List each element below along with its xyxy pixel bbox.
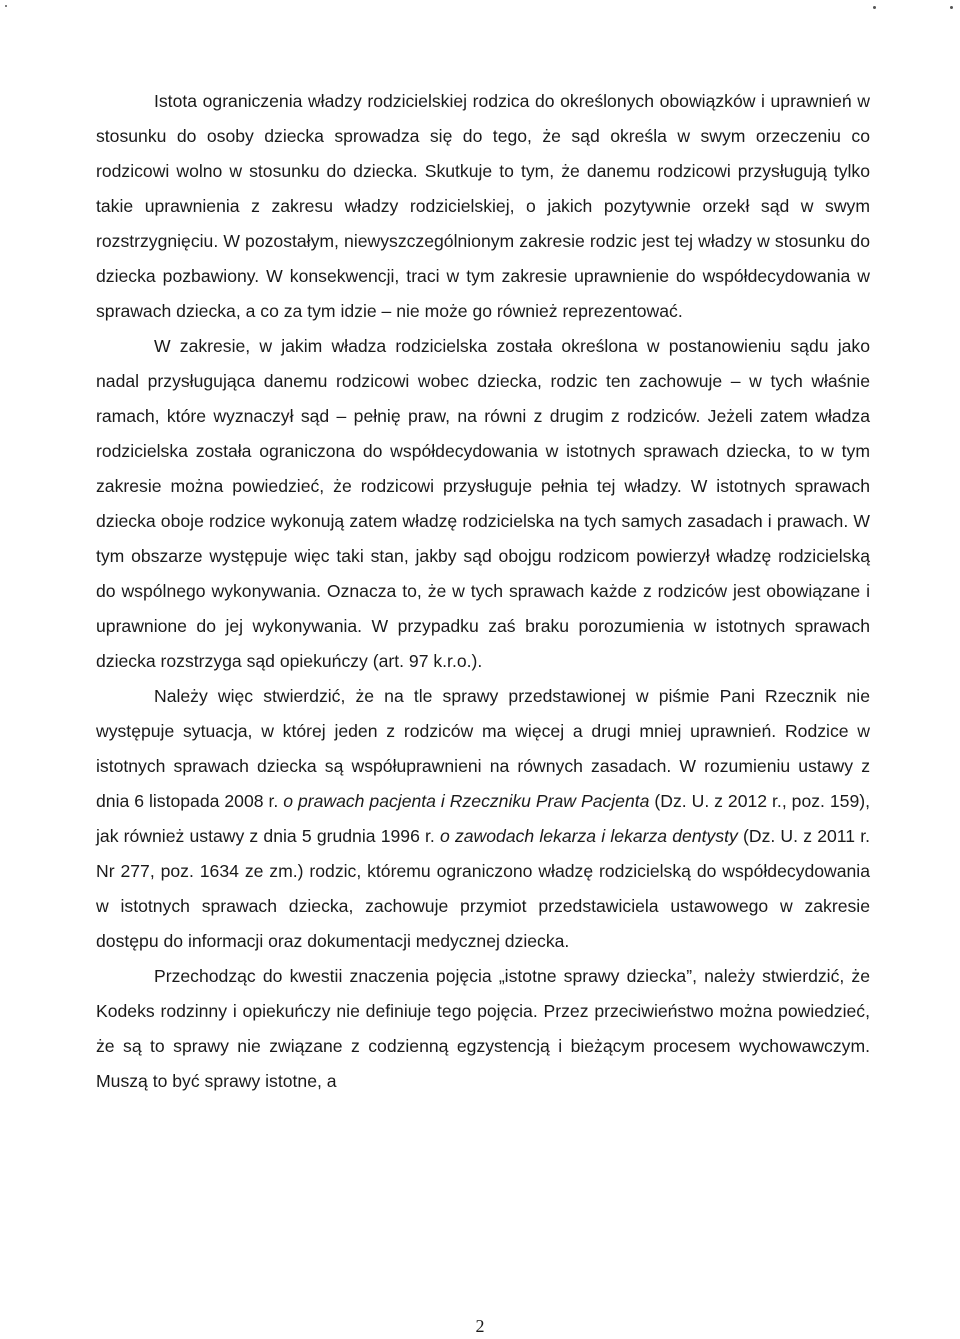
scan-speck <box>873 6 876 9</box>
paragraph-text: (Dz. U. z 2012 r., poz. 159), jak również ustawy z dnia 5 grudnia 1996 r. <box>96 791 870 846</box>
paragraph-text: (Dz. U. z 2011 r. Nr 277, poz. 1634 ze zm.) rodzic, któremu ograniczono władzę rodzicielską do współdecydowania w istotnych sprawach dziecka, zachowuje przymiot przedstawiciela ustawowego w zakresie dostępu do informacji oraz dokumentacji medycznej dziecka. <box>96 826 870 951</box>
paragraph <box>96 84 870 329</box>
paragraph <box>96 329 870 679</box>
paragraph <box>96 679 870 959</box>
paragraph <box>96 959 870 1099</box>
paragraph-text: W zakresie, w jakim władza rodzicielska została określona w postanowieniu sądu jako nadal przysługująca danemu rodzicowi wobec dziecka, rodzic ten zachowuje – w tych właśnie ramach, które wyznaczył sąd – pełnię praw, na równi z drugim z rodziców. Jeżeli zatem władza rodzicielska została ograniczona do współdecydowania w istotnych sprawach dziecka, to w tym zakresie można powiedzieć, że rodzicowi przysługuje pełnia tej władzy. W istotnych sprawach dziecka oboje rodzice wykonują zatem władzę rodzicielska na tych samych zasadach i prawach. W tym obszarze występuje więc taki stan, jakby sąd obojgu rodzicom powierzył władzę rodzicielską do wspólnego wykonywania. Oznacza to, że w tych sprawach każde z rodziców jest obowiązane i uprawnione do jej wykonywania. W przypadku zaś braku porozumienia w istotnych sprawach dziecka rozstrzyga sąd opiekuńczy (art. 97 k.r.o.). <box>96 336 870 671</box>
paragraph-text: Należy więc stwierdzić, że na tle sprawy przedstawionej w piśmie Pani Rzecznik nie występuje sytuacja, w której jeden z rodziców ma więcej a drugi mniej uprawnień. Rodzice w istotnych sprawach dziecka są współuprawnieni na równych zasadach. W rozumieniu ustawy z dnia 6 listopada 2008 r. <box>96 686 870 811</box>
paragraph-text: Przechodząc do kwestii znaczenia pojęcia „istotne sprawy dziecka”, należy stwierdzić, że Kodeks rodzinny i opiekuńczy nie definiuje tego pojęcia. Przez przeciwieństwo można powiedzieć, że są to sprawy nie związane z codzienną egzystencją i bieżącym procesem wychowawczym. Muszą to być sprawy istotne, a <box>96 966 870 1091</box>
act-title-italic: o prawach pacjenta i Rzeczniku Praw Pacjenta <box>283 791 650 811</box>
scan-speck <box>950 6 953 9</box>
page-number: 2 <box>475 1316 485 1336</box>
paragraph-text: Istota ograniczenia władzy rodzicielskiej rodzica do określonych obowiązków i uprawnień w stosunku do osoby dziecka sprowadza się do tego, że sąd określa w swym orzeczeniu co rodzicowi wolno w stosunku do dziecka. Skutkuje to tym, że danemu rodzicowi przysługują tylko takie uprawnienia z zakresu władzy rodzicielskiej, o jakich pozytywnie orzekł sąd w swym rozstrzygnięciu. W pozostałym, niewyszczególnionym zakresie rodzic jest tej władzy w stosunku do dziecka pozbawiony. W konsekwencji, traci w tym zakresie uprawnienie do współdecydowania w sprawach dziecka, a co za tym idzie – nie może go również reprezentować. <box>96 91 870 321</box>
act-title-italic: o zawodach lekarza i lekarza dentysty <box>440 826 738 846</box>
scan-speck <box>5 5 7 7</box>
body-text <box>96 84 870 1099</box>
